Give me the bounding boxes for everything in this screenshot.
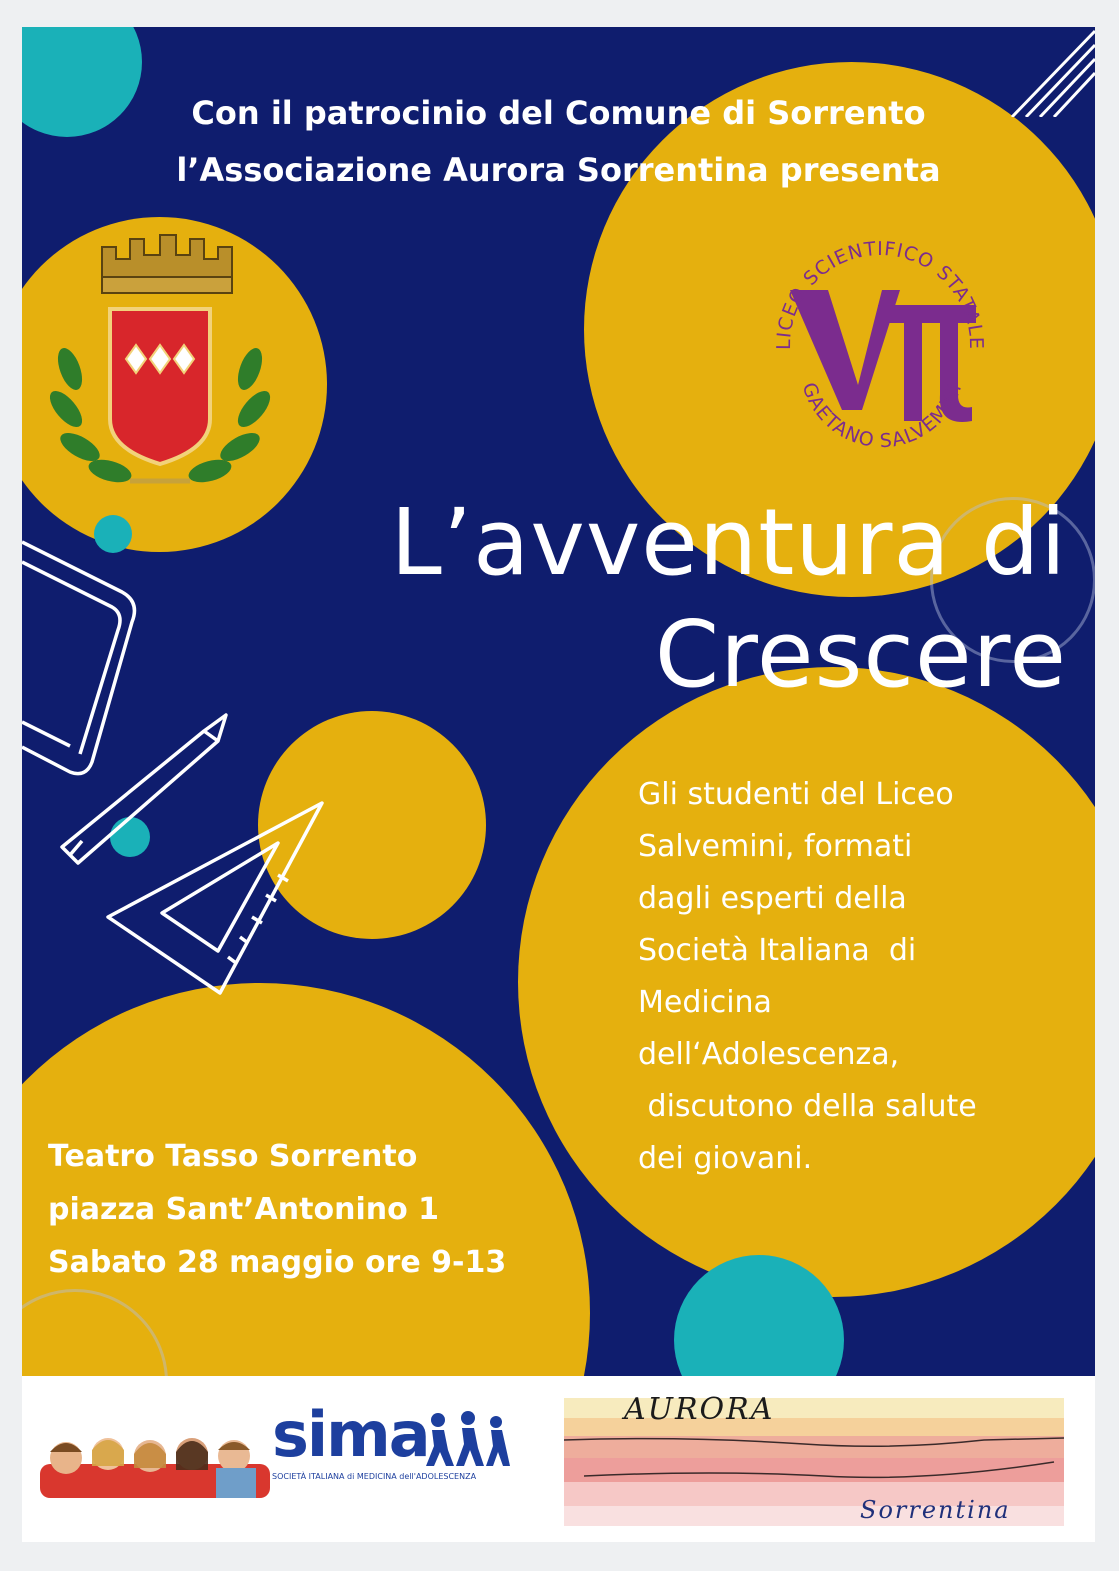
description-line: Gli studenti del Liceo	[638, 777, 954, 812]
title-line-1: L’avventura di	[390, 489, 1067, 596]
school-logo-icon	[750, 195, 1010, 465]
venue-address: piazza Sant’Antonino 1	[48, 1192, 440, 1227]
event-description	[638, 769, 1078, 1185]
aurora-logo	[564, 1378, 1064, 1540]
description-line: dei giovani.	[638, 1141, 813, 1176]
description-line: Società Italiana di	[638, 933, 917, 968]
event-venue	[48, 1130, 568, 1289]
venue-date-time: Sabato 28 maggio ore 9-13	[48, 1245, 507, 1280]
children-photo-icon	[40, 1418, 270, 1498]
header-line-1: Con il patrocinio del Comune di Sorrento	[191, 94, 926, 132]
running-kids-icon	[422, 1410, 512, 1470]
school-logo-bottom-text: GAETANO SALVEMINI	[797, 379, 967, 453]
aurora-title: AURORA	[624, 1392, 775, 1427]
sponsor-header	[22, 85, 1095, 199]
sima-logo	[40, 1398, 510, 1508]
description-line: Medicina	[638, 985, 772, 1020]
title-line-2: Crescere	[654, 601, 1067, 708]
poster	[22, 27, 1095, 1376]
description-line: dagli esperti della	[638, 881, 907, 916]
description-line: Salvemini, formati	[638, 829, 913, 864]
aurora-subtitle: Sorrentina	[860, 1496, 1011, 1524]
sponsor-footer	[22, 1376, 1095, 1542]
sima-subtitle: SOCIETÀ ITALIANA di MEDICINA dell'ADOLESCENZA	[272, 1472, 477, 1481]
description-line: dell‘Adolescenza,	[638, 1037, 900, 1072]
sima-wordmark: sima	[272, 1398, 429, 1471]
triangle-ruler-icon	[102, 797, 332, 997]
description-line: discutono della salute	[638, 1089, 977, 1124]
venue-name: Teatro Tasso Sorrento	[48, 1139, 418, 1174]
header-line-2: l’Associazione Aurora Sorrentina presenta	[176, 151, 941, 189]
school-logo-top-text: LICEO SCIENTIFICO STATALE	[772, 237, 988, 351]
event-title	[391, 487, 1067, 711]
coat-of-arms-icon	[40, 219, 280, 509]
